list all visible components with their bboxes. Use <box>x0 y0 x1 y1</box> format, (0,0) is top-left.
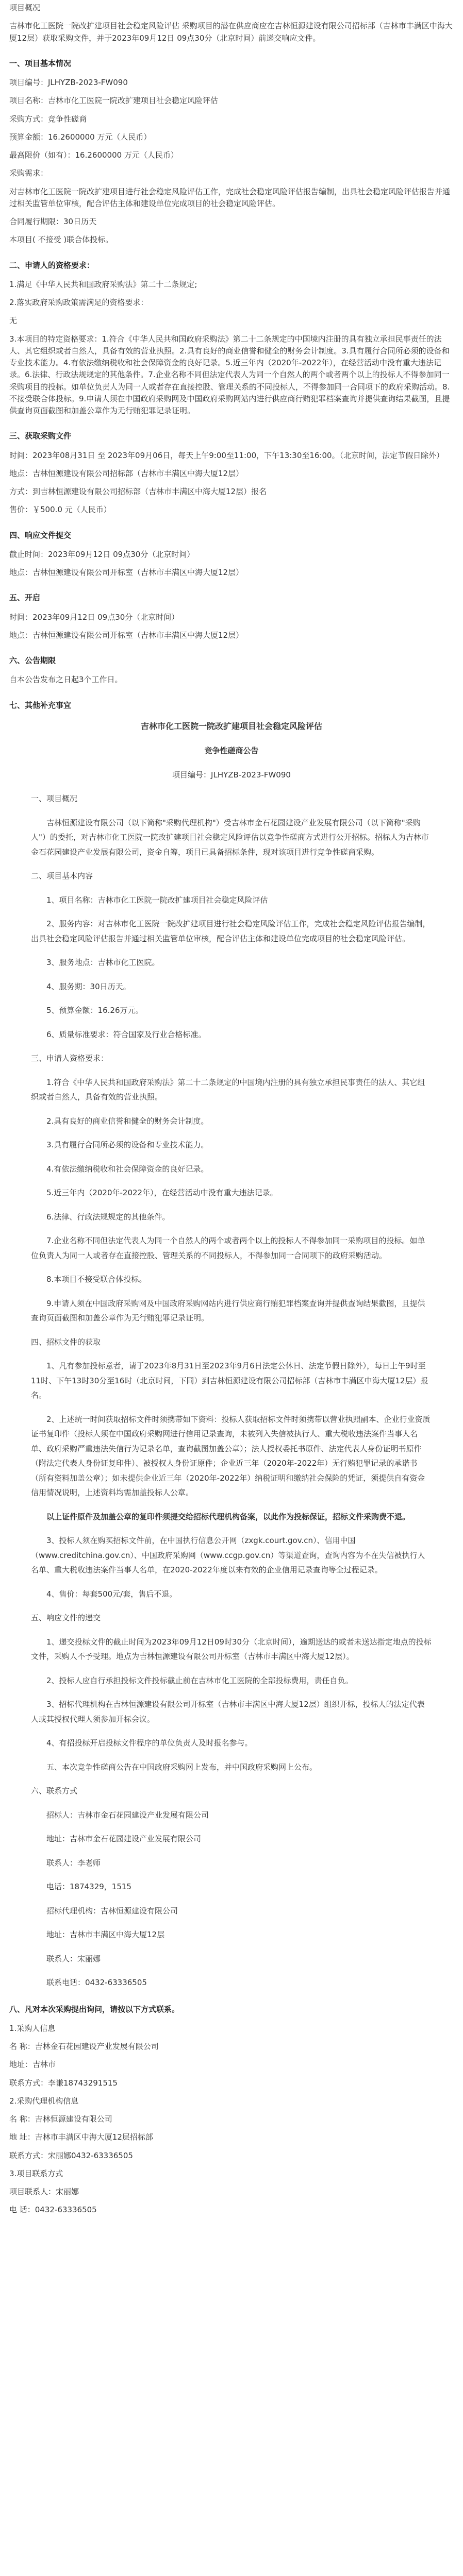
embedded-qual-8: 8.本项目不接受联合体投标。 <box>46 1275 147 1284</box>
embedded-doc-1: 1、凡有参加投标意者，请于2023年8月31日至2023年9月6日法定公休日、法定节假日除外），每日上午9时至11时、下午13时30分至16时（北京时间，下同）到吉林恒源建设有限公司招标部（吉林市丰满区中海大厦12层）报名。 <box>31 1361 428 1400</box>
embedded-title: 吉林市化工医院一院改扩建项目社会稳定风险评估 <box>140 721 322 731</box>
project-code: 项目编号：JLHYZB-2023-FW090 <box>9 78 128 87</box>
embedded-doc-head: 四、招标文件的获取 <box>31 1337 101 1347</box>
doc-price: 售价：￥500.0 元（人民币） <box>9 505 111 515</box>
embedded-doc-bold: 以上证件原件及加盖公章的复印件须提交给招标代理机构备案，以此作为投标保证，招标文件采购费不退。 <box>46 1512 410 1521</box>
buyer-contact: 联系方式：李谦18743291515 <box>9 2078 118 2088</box>
embedded-publish: 五、本次竞争性磋商公告在中国政府采购网上发布，并中国政府采购网上公布。 <box>46 1762 318 1772</box>
embedded-basic-head: 二、项目基本内容 <box>31 871 93 881</box>
embedded-contact-4: 电话：1874329，1515 <box>46 1882 131 1892</box>
embedded-basic-4: 4、服务期：30日历天。 <box>46 981 131 991</box>
overview-header: 项目概况 <box>9 3 41 12</box>
embedded-qual-2: 2.具有良好的商业信誉和健全的财务会计制度。 <box>46 1116 209 1126</box>
embedded-notice <box>31 719 432 1990</box>
agency-address: 地 址：吉林市丰满区中海大厦12层招标部 <box>9 2132 153 2142</box>
embedded-qual-1: 1.符合《中华人民共和国政府采购法》第二十二条规定的中国境内注册的具有独立承担民事责任的法人、其它组织或者自然人，具备有效的营业执照。 <box>31 1077 425 1102</box>
qualification-2: 2.落实政府采购政策需满足的资格要求： <box>9 298 148 307</box>
open-time: 时间：2023年09月12日 09点30分（北京时间） <box>9 612 179 622</box>
embedded-contact-3: 联系人：李老师 <box>46 1858 101 1868</box>
embedded-basic-2: 2、服务内容：对吉林市化工医院一院改扩建项目进行社会稳定风险评估工作，完成社会稳定风险评估报告编制，出具社会稳定风险评估报告并通过相关监管单位审核，配合评估主体和建设单位完成项目的社会稳定风险评估。 <box>31 919 431 943</box>
embedded-basic-1: 1、项目名称：吉林市化工医院一院改扩建项目社会稳定风险评估 <box>46 895 268 905</box>
embedded-contact-1: 招标人：吉林市金石花园建设产业发展有限公司 <box>46 1810 209 1820</box>
submit-deadline: 截止时间：2023年09月12日 09点30分（北京时间） <box>9 549 195 559</box>
embedded-contact-7: 联系人：宋丽娜 <box>46 1954 101 1963</box>
embedded-submit-3: 3、招标代理机构在吉林恒源建设有限公司开标室（吉林市丰满区中海大厦12层）组织开标，投标人的法定代表人或其授权代理人须参加开标会议。 <box>31 1700 425 1724</box>
doc-location: 地点：吉林恒源建设有限公司招标部（吉林市丰满区中海大厦12层） <box>9 468 244 478</box>
embedded-basic-6: 6、质量标准要求：符合国家及行业合格标准。 <box>46 1029 206 1039</box>
contract-term: 合同履行期限：30日历天 <box>9 217 97 226</box>
overview-text: 吉林市化工医院一院改扩建项目社会稳定风险评估 采购项目的潜在供应商应在吉林恒源建设有限公司招标部（吉林市丰满区中海大厦12层）获取采购文件，并于2023年09月12日 09点30分（北京时间）前递交响应文件。 <box>9 21 453 43</box>
embedded-qual-4: 4.有依法缴纳税收和社会保障资金的良好记录。 <box>46 1164 209 1174</box>
embedded-qual-6: 6.法律、行政法规规定的其他条件。 <box>46 1212 170 1222</box>
requirements-text: 对吉林市化工医院一院改扩建项目进行社会稳定风险评估工作，完成社会稳定风险评估报告编制，出具社会稳定风险评估报告并通过相关监管单位审核，配合评估主体和建设单位完成项目的社会稳定风险评估。 <box>9 187 451 208</box>
submit-location: 地点：吉林恒源建设有限公司开标室（吉林市丰满区中海大厦12层） <box>9 568 244 577</box>
buyer-name: 名 称：吉林金石花园建设产业发展有限公司 <box>9 2042 159 2052</box>
embedded-overview-text: 吉林恒源建设有限公司（以下简称"采购代理机构"）受吉林市金石花园建设产业发展有限公司（以下简称"采购人"）的委托，对吉林市化工医院一院改扩建项目社会稳定风险评估以竞争性磋商方式进行公开招标。招标人为吉林市金石花园建设产业发展有限公司，资金自筹，项目已具备招标条件，现对该项目进行竞争性磋商采购。 <box>31 818 429 857</box>
max-price: 最高限价（如有）：16.2600000 万元（人民币） <box>9 150 178 160</box>
agency-name: 名 称：吉林恒源建设有限公司 <box>9 2114 112 2124</box>
section-7-title: 七、其他补充事宜 <box>9 700 72 710</box>
embedded-basic-5: 5、预算金额：16.26万元。 <box>46 1006 143 1015</box>
notice-period: 自本公告发布之日起3个工作日。 <box>9 675 123 685</box>
embedded-contact-2: 地址：吉林市金石花园建设产业发展有限公司 <box>46 1834 202 1844</box>
open-location: 地点：吉林恒源建设有限公司开标室（吉林市丰满区中海大厦12层） <box>9 630 244 640</box>
embedded-qual-5: 5.近三年内（2020年-2022年），在经营活动中没有重大违法记录。 <box>46 1188 278 1198</box>
embedded-code: 项目编号：JLHYZB-2023-FW090 <box>172 770 291 779</box>
agency-info-title: 2.采购代理机构信息 <box>9 2096 79 2106</box>
section-3-title: 三、获取采购文件 <box>9 431 72 441</box>
doc-time: 时间：2023年08月31日 至 2023年09月06日，每天上午9:00至11:00，下午13:30至16:00。（北京时间，法定节假日除外） <box>9 450 444 460</box>
agency-contact: 联系方式：宋丽娜0432-63336505 <box>9 2150 133 2160</box>
embedded-overview-head: 一、项目概况 <box>31 794 78 804</box>
section-4-title: 四、响应文件提交 <box>9 530 72 540</box>
project-name: 项目名称：吉林市化工医院一院改扩建项目社会稳定风险评估 <box>9 96 219 106</box>
requirements-label: 采购需求： <box>9 168 48 178</box>
embedded-submit-1: 1、递交投标文件的截止时间为2023年09月12日09时30分（北京时间），逾期送达的或者未送达指定地点的投标文件，采购人不予受理。地点为吉林恒源建设有限公司开标室（吉林市丰满区中海大厦12层）。 <box>31 1637 432 1662</box>
doc-method: 方式：到吉林恒源建设有限公司招标部（吉林市丰满区中海大厦12层）报名 <box>9 487 267 496</box>
project-contact-phone: 电 话：0432-63336505 <box>9 2205 97 2215</box>
embedded-basic-3: 3、服务地点：吉林市化工医院。 <box>46 958 160 968</box>
embedded-submit-2: 2、投标人应自行承担投标文件投标截止前在吉林市化工医院的全部投标费用，责任自负。 <box>46 1675 353 1685</box>
project-contact-person: 项目联系人：宋丽娜 <box>9 2187 79 2197</box>
embedded-doc-2: 2、上述统一时间获取招标文件时须携带如下资料：投标人获取招标文件时须携带以营业执照副本、企业行业资质证书复印件（投标人须在中国政府采购网进行信用记录查询，未被列入失信被执行人、重大税收违法案件当事人名单、政府采购严重违法失信行为记录名单，查询截图加盖公章）；法人授权委托书原件、法定代表人身份证明书原件（附法定代表人身份证复印件）、被授权人身份证原件；企业近三年（2020年-2022年）无行贿犯罪记录的承诺书（所有资料加盖公章）；如未提供企业近三年（2020年-2022年）纳税证明和缴纳社会保险的凭证，须提供自有资金信用情况说明，上述资料均需加盖投标人公章。 <box>31 1414 431 1498</box>
embedded-contact-5: 招标代理机构：吉林恒源建设有限公司 <box>46 1906 178 1916</box>
embedded-qual-7: 7.企业名称不同但法定代表人为同一个自然人的两个或者两个以上的投标人不得参加同一采购项目的投标。如单位负责人为同一人或者存在直接控股、管理关系的不同投标人，不得参加同一合同项下的政府采购活动。 <box>31 1236 425 1260</box>
embedded-submit-4: 4、有招投标开启投标文件程序的单位负责人及时报名参与。 <box>46 1738 253 1748</box>
project-contact-title: 3.项目联系方式 <box>9 2168 63 2178</box>
embedded-doc-3: 3、投标人须在购买招标文件前，在中国执行信息公开网（zxgk.court.gov.cn）、信用中国（www.creditchina.gov.cn）、中国政府采购网（www.ccgp.gov.cn）等渠道查询，查询内容为不在失信被执行人名单、重大税收违法案件当事人名单，在2020-2022年度以来有效的企业信用记录查询等全过程记录。 <box>31 1536 425 1575</box>
procurement-method: 采购方式：竞争性磋商 <box>9 114 87 124</box>
buyer-address: 地址：吉林市 <box>9 2060 56 2070</box>
section-6-title: 六、公告期限 <box>9 656 56 665</box>
section-8-title: 八、凡对本次采购提出询问，请按以下方式联系。 <box>9 2004 180 2014</box>
consortium-note: 本项目( 不接受 )联合体投标。 <box>9 235 113 245</box>
embedded-qual-3: 3.具有履行合同所必须的设备和专业技术能力。 <box>46 1140 209 1150</box>
section-5-title: 五、开启 <box>9 593 41 603</box>
budget: 预算金额：16.2600000 万元（人民币） <box>9 132 152 142</box>
embedded-qual-9: 9.申请人须在中国政府采购网及中国政府采购网站内进行供应商行贿犯罪档案查询并提供查询结果截图，且提供查询页面截图和加盖公章作为无行贿犯罪记录证明。 <box>31 1298 425 1323</box>
section-1-title: 一、项目基本情况 <box>9 58 72 68</box>
embedded-submit-head: 五、响应文件的递交 <box>31 1613 101 1623</box>
embedded-contact-6: 地址：吉林市丰满区中海大厦12层 <box>46 1930 165 1940</box>
embedded-subtitle: 竞争性磋商公告 <box>204 746 259 756</box>
qualification-2-value: 无 <box>9 316 18 326</box>
section-2-title: 二、申请人的资格要求： <box>9 260 95 270</box>
buyer-info-title: 1.采购人信息 <box>9 2023 56 2033</box>
qualification-3: 3.本项目的特定资格要求：1.符合《中华人民共和国政府采购法》第二十二条规定的中国境内注册的具有独立承担民事责任的法人、其它组织或者自然人，具备有效的营业执照。2.具有良好的商业信誉和健全的财务会计制度。3.具有履行合同所必须的设备和专业技术能力。4.有依法缴纳税收和社会保障资金的良好记录。5.近三年内（2020年-2022年），在经营活动中没有重大违法记录。6.法律、行政法规规定的其他条件。7.企业名称不同但法定代表人为同一个自然人的两个或者两个以上的投标人不得参加同一采购项目的投标。如单位负责人为同一人或者存在直接控股、管理关系的不同投标人，不得参加同一合同项下的政府采购活动。8.不接受联合体投标。9.申请人须在中国政府采购网及中国政府采购网站内进行供应商行贿犯罪档案查询并提供查询结果截图，且提供查询页面截图和加盖公章作为无行贿犯罪记录证明。 <box>9 334 450 415</box>
embedded-contact-8: 联系电话：0432-63336505 <box>46 1978 147 1988</box>
embedded-qual-head: 三、申请人资格要求： <box>31 1054 109 1063</box>
embedded-contact-head: 六、联系方式 <box>31 1786 78 1796</box>
qualification-1: 1.满足《中华人民共和国政府采购法》第二十二条规定; <box>9 279 197 289</box>
embedded-doc-4: 4、售价：每套500元/套，售后不退。 <box>46 1589 177 1599</box>
